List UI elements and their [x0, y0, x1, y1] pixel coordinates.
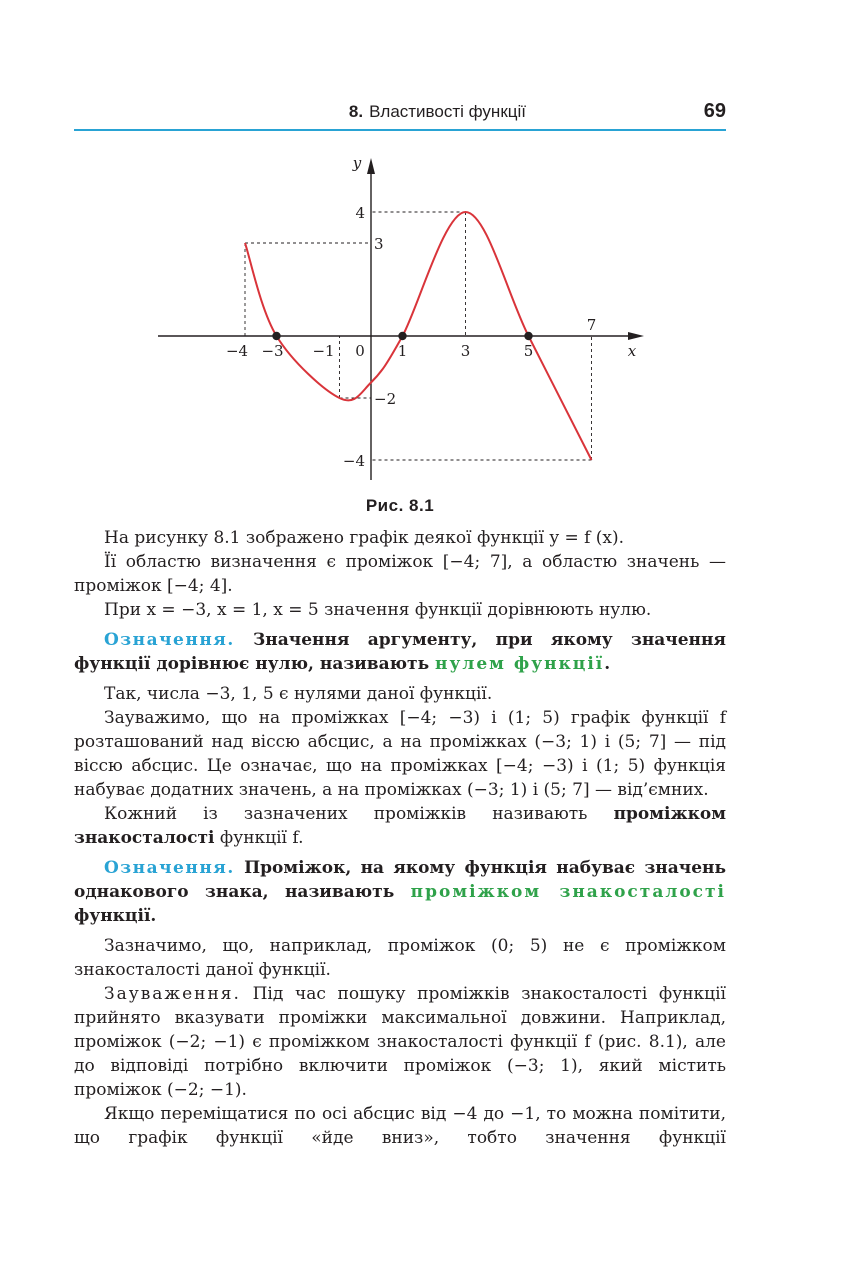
paragraph-6-end: функції f. [219, 828, 304, 848]
paragraph-5: Зауважимо, що на проміжках [−4; −3) і (1; 5) графік функції f розташований над віссю абсцис, а на проміжках (−3; 1) і (5; 7] — під віссю абсцис. Це означає, що на проміжках [−4; −3) і (1; 5) функція набуває додатних значень, а на проміжках (−3; 1) і (5; 7] — від’ємних. [74, 708, 726, 800]
x-tick-label: 5 [523, 342, 534, 360]
paragraph-8 [74, 982, 726, 1102]
header-rule [74, 129, 726, 131]
paragraph-6-bold: проміжком знакосталості [74, 804, 727, 848]
zero-point [272, 332, 280, 340]
x-axis-label: x [627, 342, 637, 360]
paragraph-7: Зазначимо, що, наприклад, проміжок (0; 5) не є проміжком знакосталості даної функції. [74, 936, 726, 980]
y-tick-label: 3 [374, 235, 384, 253]
y-tick-label: −4 [342, 452, 365, 470]
function-graph [150, 150, 650, 490]
definition-label: Означення. [104, 858, 235, 878]
x-tick-label: −3 [261, 342, 284, 360]
y-axis-arrow [367, 158, 375, 174]
x-tick-label: 1 [397, 342, 408, 360]
section-title-text: Властивості функції [369, 102, 526, 121]
zero-point [398, 332, 406, 340]
figure-caption: Рис. 8.1 [365, 496, 435, 515]
section-number: 8. [348, 102, 364, 121]
paragraph-3: При x = −3, x = 1, x = 5 значення функції дорівнюють нулю. [104, 600, 652, 620]
x-tick-label-7: 7 [586, 316, 597, 334]
origin-label: 0 [355, 342, 365, 360]
x-axis-arrow [628, 332, 644, 340]
definition-label: Означення. [104, 630, 235, 650]
definition-1-end: . [604, 654, 611, 674]
paragraph-2: Її областю визначення є проміжок [−4; 7], а областю значень — проміжок [−4; 4]. [74, 552, 726, 596]
paragraph-4: Так, числа −3, 1, 5 є нулями даної функції. [104, 684, 493, 704]
axes [158, 158, 644, 480]
paragraph-8-text: Під час пошуку проміжків знакосталості функції прийнято вказувати проміжки максимальної довжини. Наприклад, проміжок (−2; −1) є проміжком знакосталості функції f (рис. 8.1), але до відповіді потрібно включити проміжок (−3; 1), який містить проміжок (−2; −1). [74, 984, 726, 1100]
body-text [74, 526, 726, 1150]
y-tick-label: −2 [374, 390, 397, 408]
definition-2-text: Проміжок, на якому функція набуває значень однакового знака, називають [74, 858, 726, 902]
definition-2-end: функції. [74, 906, 157, 926]
page-number: 69 [703, 100, 726, 122]
term-sign-constancy-interval: проміжком знакосталості [410, 882, 726, 902]
y-tick-label: 4 [355, 204, 365, 222]
definition-1 [74, 628, 726, 676]
page-header [74, 100, 726, 132]
term-zero-of-function: нулем функції [435, 654, 605, 674]
x-tick-label: −1 [312, 342, 335, 360]
y-axis-label: y [352, 154, 362, 172]
remark-label: Зауваження. [104, 984, 241, 1004]
paragraph-6-start: Кожний із зазначених проміжків називають [104, 804, 588, 824]
tick-labels [226, 154, 637, 470]
paragraph-1: На рисунку 8.1 зображено графік деякої функції y = f (x). [104, 528, 625, 548]
definition-2 [74, 856, 726, 928]
definition-1-text: Значення аргументу, при якому значення функції дорівнює нулю, називають [74, 630, 726, 674]
x-tick-label: 3 [460, 342, 471, 360]
paragraph-6 [74, 802, 726, 850]
x-tick-label: −4 [225, 342, 249, 360]
zero-point [524, 332, 532, 340]
paragraph-9: Якщо переміщатися по осі абсцис від −4 до −1, то можна помітити, що графік функції «йде вниз», тобто значення функції [74, 1104, 726, 1148]
section-title [349, 102, 526, 122]
